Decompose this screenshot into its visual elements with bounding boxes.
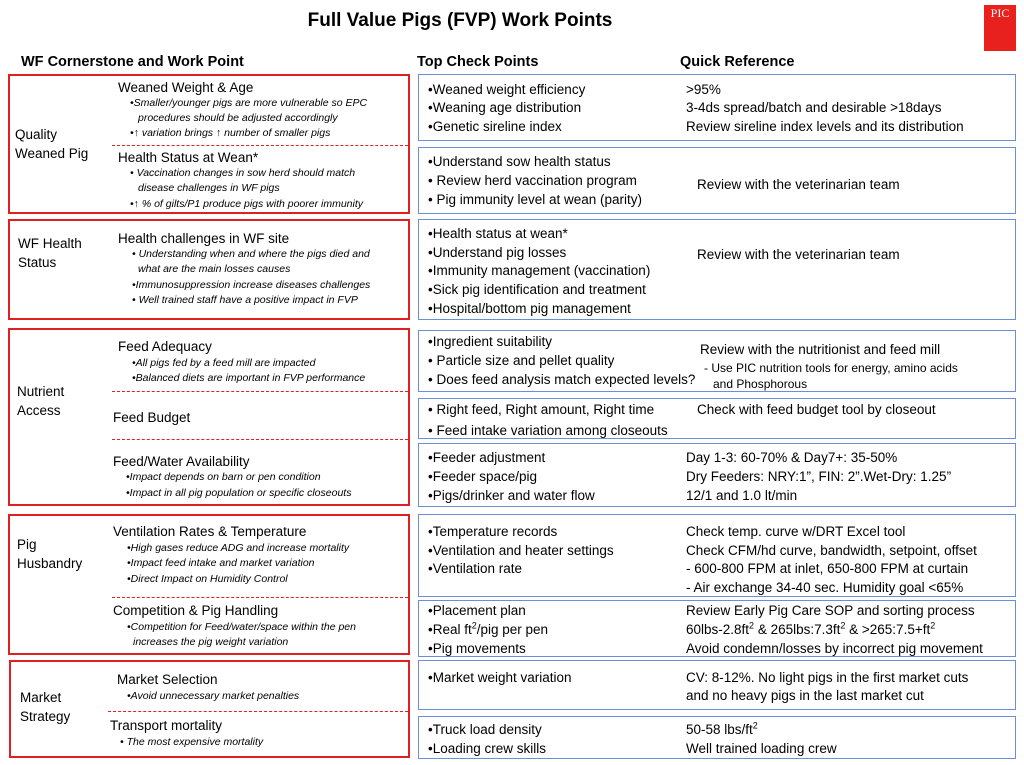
divider	[112, 439, 408, 440]
reference-item: Check temp. curve w/DRT Excel tool	[686, 524, 906, 539]
note: disease challenges in WF pigs	[138, 182, 280, 194]
note: •Avoid unnecessary market penalties	[127, 690, 300, 702]
workpoint-title: Feed Adequacy	[118, 339, 212, 354]
category-label: Pig Husbandry	[17, 537, 83, 571]
header-checkpoints: Top Check Points	[417, 54, 539, 70]
note: increases the pig weight variation	[133, 636, 289, 648]
check-item: • Does feed analysis match expected levels?	[428, 372, 696, 387]
category-label: Nutrient Access	[17, 384, 65, 418]
check-item: •Loading crew skills	[428, 741, 547, 756]
note: • The most expensive mortality	[120, 736, 264, 748]
workpoint-title: Weaned Weight & Age	[118, 80, 254, 95]
check-item: •Placement plan	[428, 603, 526, 618]
check-item: • Particle size and pellet quality	[428, 353, 615, 368]
check-item: •Feeder adjustment	[428, 450, 546, 465]
check-item: •Temperature records	[428, 524, 558, 539]
check-item: •Real $ft^2$/pig per pen	[428, 620, 549, 637]
workpoint-title: Feed Budget	[113, 410, 191, 425]
pic-logo: PIC	[984, 5, 1016, 51]
workpoint-title: Market Selection	[117, 672, 218, 687]
note: •Impact depends on barn or pen condition	[126, 471, 321, 483]
check-item: •Understand pig losses	[428, 245, 567, 260]
divider	[112, 391, 408, 392]
check-item: •Market weight variation	[428, 670, 572, 685]
reference-item: - Air exchange 34-40 sec. Humidity goal <65%	[686, 580, 964, 595]
workpoint-title: Transport mortality	[110, 718, 223, 733]
reference-note: and Phosphorous	[713, 377, 808, 391]
divider	[112, 597, 408, 598]
reference-item: Well trained loading crew	[686, 741, 837, 756]
reference-item: Check with feed budget tool by closeout	[697, 402, 936, 417]
note: •Competition for Feed/water/space within the pen	[127, 621, 356, 633]
note: •Impact feed intake and market variation	[127, 557, 315, 569]
reference-item: Review with the veterinarian team	[697, 177, 900, 192]
check-item: •Sick pig identification and treatment	[428, 282, 646, 297]
category-label: Market Strategy	[20, 690, 71, 724]
reference-item: and no heavy pigs in the last market cut	[686, 688, 924, 703]
check-item: •Understand sow health status	[428, 154, 611, 169]
reference-item: Day 1-3: 60-70% & Day7+: 35-50%	[686, 450, 898, 465]
check-item: •Hospital/bottom pig management	[428, 301, 631, 316]
reference-item: Review with the veterinarian team	[697, 247, 900, 262]
workpoint-title: Ventilation Rates & Temperature	[113, 524, 307, 539]
reference-item: $60lbs-2.8ft^2$ & $265lbs:7.3ft^2$ & $>265:7.5+ft^2$	[686, 620, 936, 637]
check-item: •Immunity management (vaccination)	[428, 263, 651, 278]
check-item: • Review herd vaccination program	[428, 173, 637, 188]
check-item: •Health status at wean*	[428, 226, 568, 241]
category-label: WF Health Status	[18, 236, 82, 270]
workpoint-title: Feed/Water Availability	[113, 454, 250, 469]
check-item: • Right feed, Right amount, Right time	[428, 402, 655, 417]
check-item: • Pig immunity level at wean (parity)	[428, 192, 643, 207]
reference-item: - 600-800 FPM at inlet, 650-800 FPM at curtain	[686, 561, 969, 576]
note: procedures should be adjusted accordingly	[138, 112, 338, 124]
note: •High gases reduce ADG and increase mortality	[127, 542, 350, 554]
note: •↑ % of gilts/P1 produce pigs with poorer immunity	[130, 198, 364, 210]
note: •↑ variation brings ↑ number of smaller pigs	[130, 127, 331, 139]
page-title: Full Value Pigs (FVP) Work Points	[307, 10, 613, 31]
reference-item: 12/1 and 1.0 lt/min	[686, 488, 798, 503]
check-item: •Feeder space/pig	[428, 469, 538, 484]
reference-item: 3-4ds spread/batch and desirable >18days	[686, 100, 942, 115]
check-item: • Feed intake variation among closeouts	[428, 423, 668, 438]
category-label: Quality Weaned Pig	[15, 127, 89, 161]
reference-item: 50-58 lbs/$ft^2$	[686, 720, 758, 737]
check-item: •Ventilation and heater settings	[428, 543, 614, 558]
check-item: •Weaning age distribution	[428, 100, 582, 115]
reference-item: Check CFM/hd curve, bandwidth, setpoint, offset	[686, 543, 977, 558]
note: • Well trained staff have a positive impact in FVP	[132, 294, 358, 306]
header-cornerstone: WF Cornerstone and Work Point	[21, 54, 244, 70]
note: •All pigs fed by a feed mill are impacted	[132, 357, 316, 369]
divider	[112, 145, 408, 146]
check-item: •Truck load density	[428, 722, 542, 737]
check-item: •Ventilation rate	[428, 561, 523, 576]
header-reference: Quick Reference	[680, 54, 795, 70]
reference-item: Review with the nutritionist and feed mill	[700, 342, 941, 357]
reference-item: Review sireline index levels and its distribution	[686, 119, 964, 134]
note: •Smaller/younger pigs are more vulnerable so EPC	[130, 97, 368, 109]
note: •Immunosuppression increase diseases challenges	[132, 279, 371, 291]
reference-item: Avoid condemn/losses by incorrect pig movement	[686, 641, 983, 656]
check-item: •Pigs/drinker and water flow	[428, 488, 595, 503]
reference-item: >95%	[686, 82, 721, 97]
check-item: •Genetic sireline index	[428, 119, 562, 134]
reference-item: Review Early Pig Care SOP and sorting process	[686, 603, 975, 618]
note: • Understanding when and where the pigs died and	[132, 248, 370, 260]
check-item: •Ingredient suitability	[428, 334, 553, 349]
check-item: •Weaned weight efficiency	[428, 82, 586, 97]
reference-item: CV: 8-12%. No light pigs in the first market cuts	[686, 670, 969, 685]
note: •Impact in all pig population or specific closeouts	[126, 487, 352, 499]
workpoint-title: Health Status at Wean*	[118, 150, 259, 165]
divider	[108, 711, 408, 712]
note: • Vaccination changes in sow herd should match	[130, 167, 356, 179]
note: what are the main losses causes	[138, 263, 291, 275]
note: •Direct Impact on Humidity Control	[127, 573, 288, 585]
workpoint-title: Health challenges in WF site	[118, 231, 290, 246]
note: •Balanced diets are important in FVP performance	[132, 372, 366, 384]
check-item: •Pig movements	[428, 641, 526, 656]
reference-note: - Use PIC nutrition tools for energy, amino acids	[704, 361, 958, 375]
workpoint-title: Competition & Pig Handling	[113, 603, 279, 618]
reference-item: Dry Feeders: NRY:1”, FIN: 2”.Wet-Dry: 1.25”	[686, 469, 952, 484]
